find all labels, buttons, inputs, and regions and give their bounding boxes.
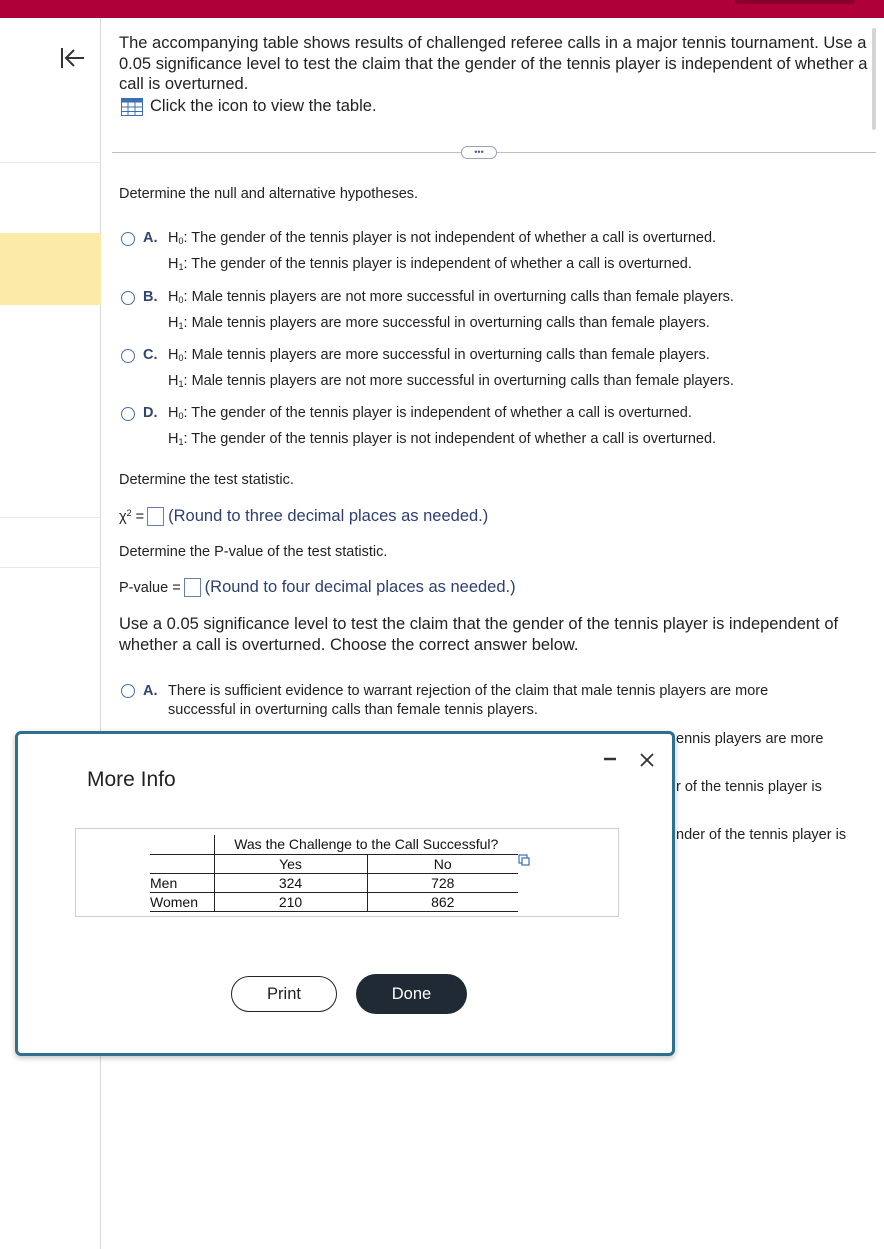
- test-statistic-row: [119, 507, 488, 526]
- p-value-row: [119, 578, 516, 597]
- col-no-header: No: [367, 854, 518, 873]
- radio-button[interactable]: [121, 291, 135, 305]
- h0-line: $H_0$: Male tennis players are not more successful in overturning calls than female players.: [168, 289, 734, 305]
- p-value-label: P-value =: [119, 579, 181, 596]
- h1-line: $H_1$: The gender of the tennis player is independent of whether a call is overturned.: [168, 256, 692, 272]
- h1-line: $H_1$: Male tennis players are not more successful in overturning calls than female players.: [168, 373, 734, 389]
- conclusion-option-d-partial: nder of the tennis player is: [676, 827, 847, 843]
- collapse-left-icon[interactable]: [58, 45, 88, 71]
- view-table-label[interactable]: Click the icon to view the table.: [150, 97, 377, 115]
- table-header: Was the Challenge to the Call Successful?: [214, 835, 518, 854]
- p-value-input[interactable]: [184, 578, 201, 597]
- chi-square-input[interactable]: [147, 507, 164, 526]
- p-value-prompt: Determine the P-value of the test statistic.: [119, 544, 388, 560]
- copy-icon[interactable]: [518, 854, 530, 866]
- left-gutter: [0, 18, 101, 1249]
- cell-women-yes: 210: [214, 892, 367, 911]
- chi-square-label: $\chi^2$ =: [119, 508, 145, 525]
- cell-men-yes: 324: [214, 873, 367, 892]
- h1-line: $H_1$: Male tennis players are more successful in overturning calls than female players.: [168, 315, 710, 331]
- gutter-divider: [0, 162, 101, 163]
- option-letter: C.: [143, 347, 158, 363]
- empty-cell: [150, 854, 214, 873]
- row-label: Men: [150, 873, 214, 892]
- conclusion-option-b-partial: ennis players are more: [676, 731, 824, 747]
- cell-women-no: 862: [367, 892, 518, 911]
- option-text: There is sufficient evidence to warrant rejection of the claim that male tennis players are more successful in overturning calls than female tennis players.: [168, 683, 769, 718]
- option-letter: D.: [143, 405, 158, 421]
- chi-square-hint: (Round to three decimal places as needed.): [168, 507, 489, 525]
- current-question-marker: [0, 233, 101, 305]
- table-icon[interactable]: [121, 98, 143, 116]
- view-table-link[interactable]: [121, 97, 377, 116]
- test-statistic-prompt: Determine the test statistic.: [119, 472, 294, 488]
- option-letter: A.: [143, 683, 158, 699]
- minimize-icon[interactable]: [603, 751, 617, 765]
- col-yes-header: Yes: [214, 854, 367, 873]
- p-value-hint: (Round to four decimal places as needed.): [204, 578, 516, 596]
- radio-button[interactable]: [121, 349, 135, 363]
- close-icon[interactable]: [638, 751, 656, 769]
- contingency-table: [150, 835, 518, 912]
- data-table-frame: [75, 828, 619, 917]
- radio-button[interactable]: [121, 407, 135, 421]
- radio-button[interactable]: [121, 684, 135, 698]
- conclusion-option-c-partial: r of the tennis player is: [676, 779, 822, 795]
- dialog-title: More Info: [87, 768, 176, 791]
- question-intro: The accompanying table shows results of challenged referee calls in a major tennis tournament. Use a 0.05 significance level to test the claim that the gender of the tennis player is independent of whether a call is overturned.: [119, 34, 868, 93]
- option-letter: A.: [143, 230, 158, 246]
- h0-line: $H_0$: The gender of the tennis player is independent of whether a call is overturned.: [168, 405, 692, 421]
- done-button[interactable]: Done: [356, 974, 467, 1014]
- radio-button[interactable]: [121, 232, 135, 246]
- hypotheses-prompt: Determine the null and alternative hypotheses.: [119, 186, 419, 202]
- more-info-dialog: [15, 731, 675, 1056]
- h0-line: $H_0$: The gender of the tennis player is not independent of whether a call is overturned.: [168, 230, 717, 246]
- gutter-divider: [0, 517, 101, 518]
- print-button[interactable]: Print: [231, 976, 337, 1012]
- top-bar-tab: [735, 0, 855, 4]
- gutter-divider: [0, 567, 101, 568]
- top-bar: [0, 0, 884, 18]
- expand-button[interactable]: •••: [461, 146, 497, 159]
- corner-cell: [150, 835, 214, 854]
- option-letter: B.: [143, 289, 158, 305]
- row-label: Women: [150, 892, 214, 911]
- h0-line: $H_0$: Male tennis players are more successful in overturning calls than female players.: [168, 347, 710, 363]
- cell-men-no: 728: [367, 873, 518, 892]
- h1-line: $H_1$: The gender of the tennis player is not independent of whether a call is overturned.: [168, 431, 717, 447]
- conclusion-prompt: Use a 0.05 significance level to test the claim that the gender of the tennis player is independent of whether a call is overturned. Choose the correct answer below.: [119, 615, 839, 654]
